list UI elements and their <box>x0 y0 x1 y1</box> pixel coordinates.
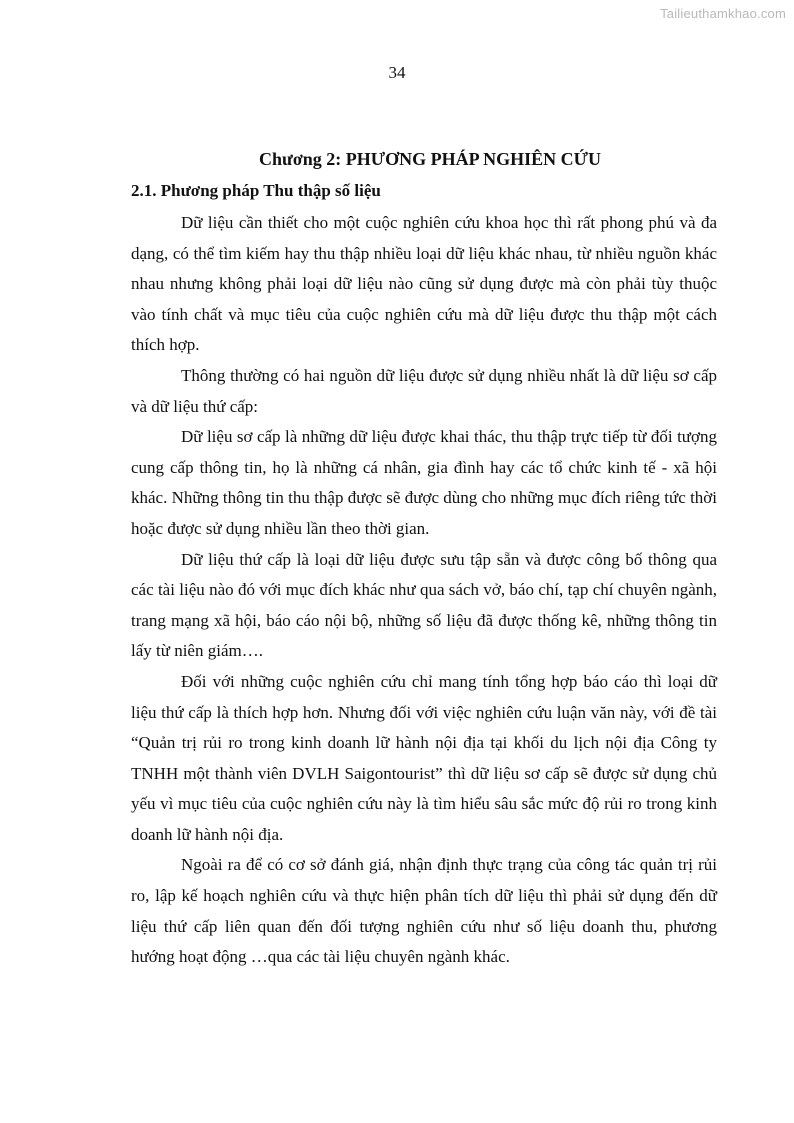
chapter-title: Chương 2: PHƯƠNG PHÁP NGHIÊN CỨU <box>259 149 601 169</box>
paragraph-secondary-data: Dữ liệu thứ cấp là loại dữ liệu được sưu tập sẵn và được công bố thông qua các tài liệu nào đó với mục đích khác như qua sách vở, báo chí, tạp chí chuyên ngành, trang mạng xã hội, báo cáo nội bộ, những số liệu đã được thống kê, những thông tin lấy từ niên giám…. <box>131 549 717 661</box>
watermark: Tailieuthamkhao.com <box>660 6 786 21</box>
paragraph-additional-data: Ngoài ra để có cơ sở đánh giá, nhận định thực trạng của công tác quản trị rủi ro, lập kế hoạch nghiên cứu và thực hiện phân tích dữ liệu thì phải sử dụng đến dữ liệu thứ cấp liên quan đến đối tượng nghiên cứu như số liệu doanh thu, phương hướng hoạt động …qua các tài liệu chuyên ngành khác. <box>131 855 717 967</box>
paragraph-data-overview: Dữ liệu cần thiết cho một cuộc nghiên cứu khoa học thì rất phong phú và đa dạng, có thể tìm kiếm hay thu thập nhiều loại dữ liệu khác nhau, từ nhiều nguồn khác nhau nhưng không phải loại dữ liệu nào cũng sử dụng được mà còn phải tùy thuộc vào tính chất và mục tiêu của cuộc nghiên cứu mà dữ liệu được thu thập một cách thích hợp. <box>131 213 717 355</box>
paragraph-primary-data: Dữ liệu sơ cấp là những dữ liệu được khai thác, thu thập trực tiếp từ đối tượng cung cấp thông tin, họ là những cá nhân, gia đình hay các tổ chức kinh tế - xã hội khác. Những thông tin thu thập được sẽ được dùng cho những mục đích riêng tức thời hoặc được sử dụng nhiều lần theo thời gian. <box>131 427 717 538</box>
paragraph-thesis-approach: Đối với những cuộc nghiên cứu chỉ mang tính tổng hợp báo cáo thì loại dữ liệu thứ cấp là thích hợp hơn. Nhưng đối với việc nghiên cứu luận văn này, với đề tài “Quản trị rủi ro trong kinh doanh lữ hành nội địa tại khối du lịch nội địa Công ty TNHH một thành viên DVLH Saigontourist” thì dữ liệu sơ cấp sẽ được sử dụng chủ yếu vì mục tiêu của cuộc nghiên cứu này là tìm hiểu sâu sắc mức độ rủi ro trong kinh doanh lữ hành nội địa. <box>131 671 717 844</box>
page-number: 34 <box>388 63 406 82</box>
paragraph-data-sources: Thông thường có hai nguồn dữ liệu được sử dụng nhiều nhất là dữ liệu sơ cấp và dữ liệu thứ cấp: <box>131 365 717 416</box>
section-heading: 2.1. Phương pháp Thu thập số liệu <box>131 181 381 200</box>
body-text <box>131 208 717 973</box>
